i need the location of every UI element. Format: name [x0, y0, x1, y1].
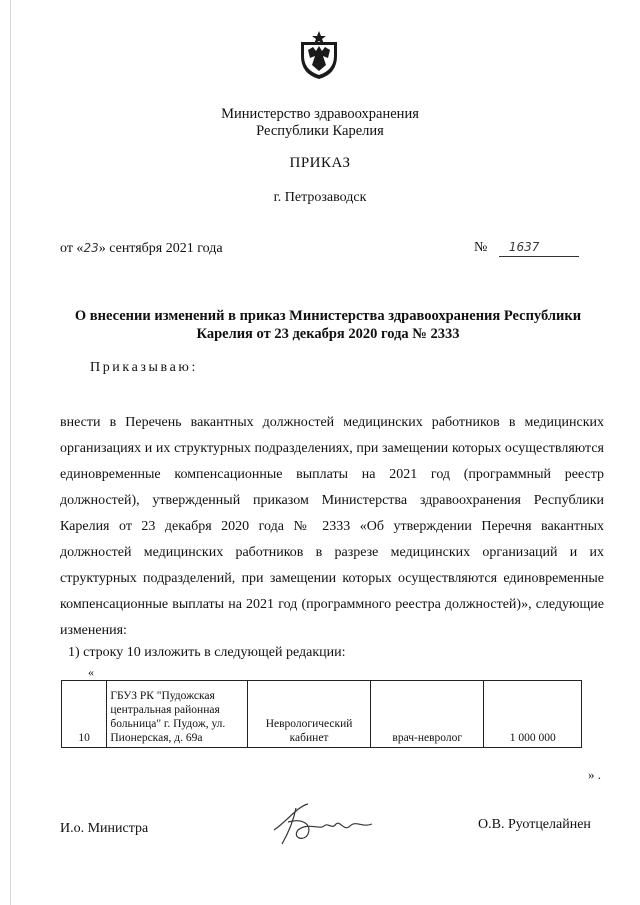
date-day-handwritten: 23	[83, 241, 99, 255]
replacement-row-table	[61, 680, 582, 748]
number-label: №	[474, 240, 488, 255]
cell-organization: ГБУЗ РК "Пудожская центральная районная больница" г. Пудож, ул. Пионерская, д. 69а	[107, 681, 248, 748]
city: г. Петрозаводск	[273, 190, 367, 205]
signer-title: И.о. Министра	[60, 821, 149, 836]
number-handwritten: 1637	[508, 240, 540, 254]
body-paragraph: внести в Перечень вакантных должностей медицинских работников в медицинских организациях и их структурных подразделениях, при замещении которых осуществляются единовременные компенсационные выплаты на 2021 год (программный реестр должностей), утвержденный приказом Министерства здравоохранения Республики Карелия от 23 декабря 2020 года № 2333 «Об утверждении Перечня вакантных должностей медицинских работников в разрезе медицинских организаций и их структурных подразделений, при замещении которых осуществляются единовременные компенсационные выплаты на 2021 год (программного реестра должностей)», следующие изменения:	[60, 415, 604, 638]
order-number	[474, 240, 579, 257]
handwritten-signature	[268, 800, 378, 850]
document-type: ПРИКАЗ	[289, 155, 351, 171]
cell-department: Неврологический кабинет	[247, 681, 370, 748]
ministry-line-2: Республики Карелия	[256, 123, 384, 139]
table-row	[62, 681, 582, 748]
item-1: 1) строку 10 изложить в следующей редакции:	[68, 645, 346, 660]
ministry-name	[0, 106, 640, 140]
quote-close: » .	[588, 767, 601, 782]
cell-row-number: 10	[62, 681, 107, 748]
document-title: О внесении изменений в приказ Министерства здравоохранения Республики Карелия от 23 декабря 2020 года № 2333	[74, 308, 582, 342]
cell-position: врач-невролог	[371, 681, 484, 748]
karelia-coat-of-arms-icon	[299, 30, 339, 80]
ministry-line-1: Министерство здравоохранения	[221, 106, 419, 122]
cell-amount: 1 000 000	[484, 681, 582, 748]
signer-name: О.В. Руотцелайнен	[478, 817, 591, 832]
order-date	[60, 241, 223, 257]
date-suffix: » сентября 2021 года	[98, 241, 223, 256]
quote-open: «	[88, 665, 94, 679]
decree-word: Приказываю:	[90, 360, 198, 375]
date-prefix: от «	[60, 241, 84, 256]
